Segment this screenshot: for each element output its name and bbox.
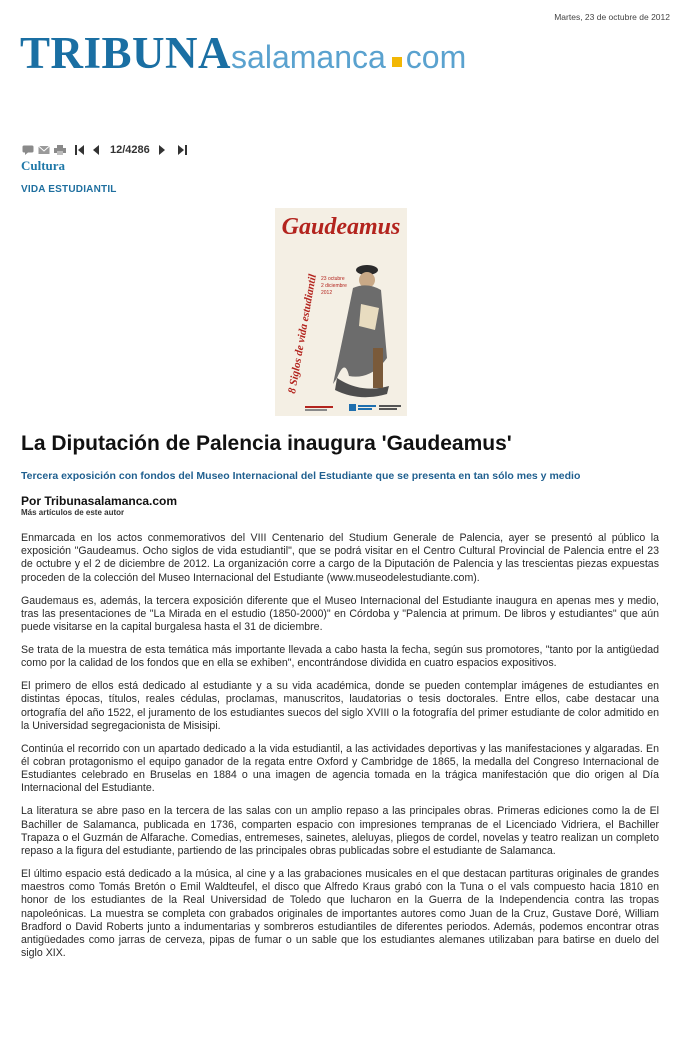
poster-side-text: 8 Siglos de vida estudiantil — [286, 273, 319, 395]
article-paragraph: Gaudemaus es, además, la tercera exposición diferente que el Museo Internacional del Estudiante inaugura en apenas mes y medio, tras las presentaciones de "La Mirada en el estudio (1850-2000)" en Córdoba y "Palencia at primum. De libros y estudiantes" que aún puede visitarse en la capital burgalesa hasta el 31 de diciembre. — [21, 594, 659, 634]
logo-tld: com — [405, 39, 467, 75]
last-page-icon[interactable] — [176, 145, 188, 155]
article-subtitle: Tercera exposición con fondos del Museo Internacional del Estudiante que se presenta en tan sólo mes y medio — [21, 470, 581, 482]
article-toolbar — [22, 142, 188, 158]
article-paragraph: Continúa el recorrido con un apartado dedicado a la vida estudiantil, a las actividades deportivas y las manifestaciones y algaradas. En él cobran protagonismo el equipo ganador de la regata entre Oxford y Cambridge de 1865, la medalla del Congreso Internacional de Estudiantes celebrado en Bruselas en 1884 o una imagen de agencia tomada en la trágica manifestación que dio origen al Día Internacional del Estudiante. — [21, 742, 659, 795]
poster-date-3: 2012 — [321, 290, 333, 296]
logo-dot — [392, 57, 402, 67]
comment-icon[interactable] — [22, 145, 34, 155]
site-logo[interactable] — [20, 28, 466, 82]
publication-date: Martes, 23 de octubre de 2012 — [554, 12, 670, 22]
article-paragraph: Se trata de la muestra de esta temática más importante llevada a cabo hasta la fecha, según sus promotores, "tanto por la antigüedad como por la calidad de los fondos que en ella se exhiben", encontrándose dividida en cuatro espacios expositivos. — [21, 644, 659, 670]
logo-main: TRIBUNA — [20, 28, 232, 78]
prev-page-icon[interactable] — [90, 145, 102, 155]
article-title: La Diputación de Palencia inaugura 'Gaudeamus' — [21, 432, 512, 455]
article-paragraph: La literatura se abre paso en la tercera de las salas con un amplio repaso a las principales obras. Primeras ediciones como la de El Bachiller de Salamanca, publicada en 1736, comparten espacio con impresiones tempranas de el Licenciado Vidriera, el Bachiller Trapaza o el Guzmán de Alfarache. Comedias, entremeses, sainetes, aleluyas, pliegos de cordel, novelas y teatro realizan un completo repaso a la figura del estudiante, partiendo de las principales obras publicadas sobre el estudiante de Salamanca. — [21, 805, 659, 858]
logo-sub: salamanca — [231, 39, 386, 75]
article-paragraph: El último espacio está dedicado a la música, al cine y a las grabaciones musicales en el que destacan partituras originales de grandes maestros como Tomás Bretón o Emil Waldteufel, el disco que Alfredo Kraus grabó con la Tuna o el vals compuesto hacia 1810 en honor de los estudiantes de la Real Universidad de Toledo que lucharon en la Guerra de la Independencia contra las tropas napoleónicas. La muestra se completa con grabados originales de importantes autores como Juan de la Cruz, Gustave Doré, William Bradford o David Roberts junto a indumentarias y sombreros estudiantiles de diferentes periodos. Además, podemos encontrar otras antigüedades como jarras de cerveza, pipas de fumar o un sable que los estudiantes alemanes utilizaban para batirse en duelo del siglo XIX. — [21, 868, 659, 960]
article-paragraph: El primero de ellos está dedicado al estudiante y a su vida académica, donde se pueden contemplar imágenes de estudiantes en distintas épocas, títulos, reales cédulas, proclamas, manuscritos, laudatorias o tesis doctorales. Entre ellos, cabe destacar una ortografía del año 1522, el juramento de los estudiantes suecos del siglo XVIII o la fotografía del primer estudiante de color admitido en la Universidad segregacionista de Misisipi. — [21, 680, 659, 732]
first-page-icon[interactable] — [74, 145, 86, 155]
print-icon[interactable] — [54, 145, 66, 155]
email-icon[interactable] — [38, 145, 50, 155]
more-articles-link[interactable]: Más artículos de este autor — [21, 508, 125, 517]
poster-date-1: 23 octubre — [321, 276, 345, 282]
poster-date-2: 2 diciembre — [321, 283, 347, 289]
next-page-icon[interactable] — [156, 145, 168, 155]
article-paragraph: Enmarcada en los actos conmemorativos del VIII Centenario del Studium Generale de Palencia, ayer se presentó al público la exposición "Gaudeamus. Ocho siglos de vida estudiantil", que se podrá visitar en el Centro Cultural Provincial de Palencia entre el 23 de octubre y el 2 de diciembre de 2012. La organización corre a cargo de la Diputación de Palencia y las trescientas piezas expuestas proceden de la colección del Museo Internacional del Estudiante (www.museodelestudiante.com). — [21, 532, 659, 584]
article-body — [21, 532, 659, 970]
article-kicker: VIDA ESTUDIANTIL — [21, 184, 117, 195]
pager-count: 12/4286 — [110, 144, 150, 156]
poster-title: Gaudeamus — [281, 214, 401, 240]
section-title[interactable]: Cultura — [21, 158, 66, 173]
gaudeamus-poster — [275, 208, 407, 416]
article-author: Por Tribunasalamanca.com — [21, 494, 178, 508]
